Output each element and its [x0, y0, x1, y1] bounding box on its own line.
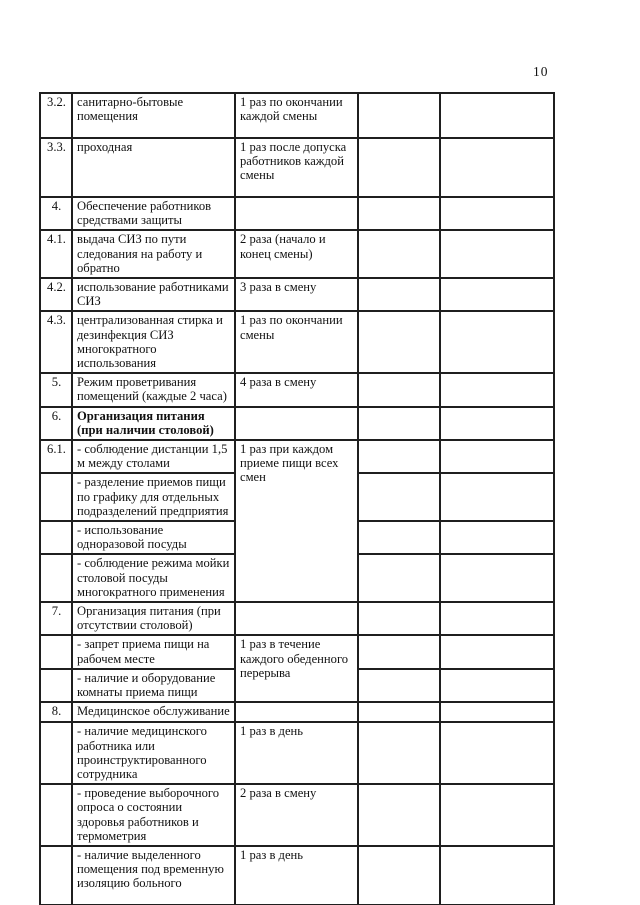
- measure-name-cell: санитарно-бытовые помещения: [72, 93, 235, 138]
- measure-name-cell: централизованная стирка и дезинфекция СИЗ многократного использования: [72, 311, 235, 373]
- frequency-cell: 2 раза в смену: [235, 784, 358, 846]
- measure-name-cell: - проведение выборочного опроса о состоянии здоровья работников и термометрия: [72, 784, 235, 846]
- table-row: [40, 784, 554, 846]
- row-number-cell: 4.3.: [40, 311, 72, 373]
- empty-cell: [440, 602, 554, 635]
- empty-cell: [358, 473, 440, 521]
- empty-cell: [358, 784, 440, 846]
- empty-cell: [440, 197, 554, 230]
- frequency-cell: 1 раз в течение каждого обеденного перерыва: [235, 635, 358, 702]
- table-row: [40, 93, 554, 138]
- empty-cell: [358, 373, 440, 406]
- empty-cell: [440, 669, 554, 702]
- frequency-cell: [235, 407, 358, 440]
- empty-cell: [358, 635, 440, 668]
- table-row: [40, 230, 554, 278]
- empty-cell: [440, 722, 554, 784]
- table-row: [40, 846, 554, 905]
- empty-cell: [358, 440, 440, 473]
- measure-name-cell: использование работниками СИЗ: [72, 278, 235, 311]
- table-row: [40, 407, 554, 440]
- row-number-cell: 7.: [40, 602, 72, 635]
- table-row: [40, 602, 554, 635]
- table-row: [40, 722, 554, 784]
- measure-name-cell: - соблюдение дистанции 1,5 м между столами: [72, 440, 235, 473]
- table-row: [40, 311, 554, 373]
- frequency-cell: [235, 702, 358, 722]
- frequency-cell: [235, 602, 358, 635]
- empty-cell: [440, 93, 554, 138]
- empty-cell: [358, 93, 440, 138]
- measure-name-cell: - наличие и оборудование комнаты приема пищи: [72, 669, 235, 702]
- empty-cell: [440, 473, 554, 521]
- table-row: [40, 702, 554, 722]
- empty-cell: [358, 311, 440, 373]
- empty-cell: [440, 702, 554, 722]
- empty-cell: [358, 702, 440, 722]
- frequency-cell: 1 раз после допуска работников каждой смены: [235, 138, 358, 197]
- frequency-cell: 2 раза (начало и конец смены): [235, 230, 358, 278]
- measure-name-cell: - наличие выделенного помещения под временную изоляцию больного: [72, 846, 235, 905]
- measure-name-cell: Обеспечение работников средствами защиты: [72, 197, 235, 230]
- row-number-cell: 3.2.: [40, 93, 72, 138]
- row-number-cell: [40, 473, 72, 521]
- measure-name-cell: - использование одноразовой посуды: [72, 521, 235, 554]
- frequency-cell: [235, 197, 358, 230]
- empty-cell: [358, 138, 440, 197]
- row-number-cell: 6.1.: [40, 440, 72, 473]
- empty-cell: [440, 278, 554, 311]
- row-number-cell: 4.1.: [40, 230, 72, 278]
- row-number-cell: 4.: [40, 197, 72, 230]
- empty-cell: [358, 554, 440, 602]
- empty-cell: [440, 407, 554, 440]
- table-row: [40, 440, 554, 473]
- measure-name-cell: - соблюдение режима мойки столовой посуды многократного применения: [72, 554, 235, 602]
- row-number-cell: [40, 784, 72, 846]
- row-number-cell: 4.2.: [40, 278, 72, 311]
- empty-cell: [358, 278, 440, 311]
- row-number-cell: 3.3.: [40, 138, 72, 197]
- inspection-schedule-table: [39, 92, 555, 905]
- empty-cell: [440, 521, 554, 554]
- empty-cell: [440, 440, 554, 473]
- frequency-cell: 1 раз в день: [235, 722, 358, 784]
- frequency-cell: 1 раз при каждом приеме пищи всех смен: [235, 440, 358, 602]
- table-row: [40, 197, 554, 230]
- empty-cell: [440, 311, 554, 373]
- frequency-cell: 3 раза в смену: [235, 278, 358, 311]
- row-number-cell: [40, 669, 72, 702]
- row-number-cell: [40, 846, 72, 905]
- measure-name-cell: Организация питания (при наличии столовой): [72, 407, 235, 440]
- empty-cell: [440, 230, 554, 278]
- empty-cell: [358, 197, 440, 230]
- empty-cell: [440, 138, 554, 197]
- measure-name-cell: проходная: [72, 138, 235, 197]
- page-number: 10: [533, 64, 549, 79]
- frequency-cell: 1 раз в день: [235, 846, 358, 905]
- row-number-cell: [40, 722, 72, 784]
- row-number-cell: [40, 635, 72, 668]
- table-row: [40, 635, 554, 668]
- measure-name-cell: выдача СИЗ по пути следования на работу и обратно: [72, 230, 235, 278]
- measure-name-cell: - разделение приемов пищи по графику для отдельных подразделений предприятия: [72, 473, 235, 521]
- table-row: [40, 138, 554, 197]
- measure-name-cell: Режим проветривания помещений (каждые 2 часа): [72, 373, 235, 406]
- measure-name-cell: - наличие медицинского работника или проинструктированного сотрудника: [72, 722, 235, 784]
- row-number-cell: 8.: [40, 702, 72, 722]
- empty-cell: [358, 602, 440, 635]
- row-number-cell: 6.: [40, 407, 72, 440]
- row-number-cell: [40, 521, 72, 554]
- row-number-cell: [40, 554, 72, 602]
- empty-cell: [358, 521, 440, 554]
- empty-cell: [440, 373, 554, 406]
- measure-name-cell: Организация питания (при отсутствии столовой): [72, 602, 235, 635]
- table-row: [40, 373, 554, 406]
- frequency-cell: 1 раз по окончании смены: [235, 311, 358, 373]
- measure-name-cell: Медицинское обслуживание: [72, 702, 235, 722]
- measure-name-cell: - запрет приема пищи на рабочем месте: [72, 635, 235, 668]
- empty-cell: [440, 784, 554, 846]
- empty-cell: [440, 554, 554, 602]
- frequency-cell: 4 раза в смену: [235, 373, 358, 406]
- empty-cell: [358, 230, 440, 278]
- frequency-cell: 1 раз по окончании каждой смены: [235, 93, 358, 138]
- empty-cell: [358, 722, 440, 784]
- empty-cell: [358, 669, 440, 702]
- empty-cell: [440, 635, 554, 668]
- row-number-cell: 5.: [40, 373, 72, 406]
- empty-cell: [440, 846, 554, 905]
- empty-cell: [358, 846, 440, 905]
- empty-cell: [358, 407, 440, 440]
- table-row: [40, 278, 554, 311]
